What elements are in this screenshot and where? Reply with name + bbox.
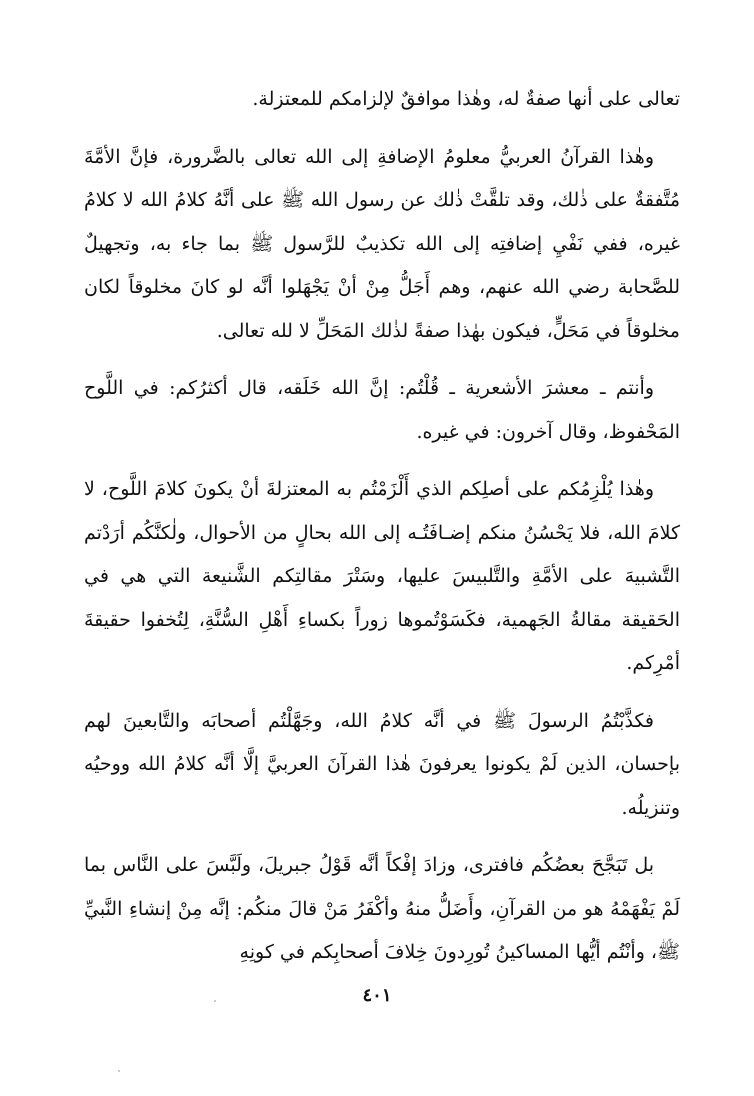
scan-speck — [214, 1000, 216, 1002]
paragraph-2: وهٰذا القرآنُ العربيُّ معلومُ الإضافةِ إلى الله تعالى بالضَّرورة، فإنَّ الأمَّةَ مُتَّفقةٌ على ذٰلك، وقد تلقَّتْ ذٰلك عن رسول الله ﷺ على أنَّهُ كلامُ الله لا كلامُ غيره، ففي نَفْيِ إضافتِه إلى الله تكذيبٌ للرَّسول ﷺ بما جاء به، وتجهيلٌ للصَّحابة رضي الله عنهم، وهم أَجَلُّ مِنْ أنْ يَجْهَلوا أنَّه لو كانَ مخلوقاً لكان مخلوقاً في مَحَلٍّ، فيكون بهٰذا صفةً لذٰلك المَحَلِّ لا لله تعالى. — [84, 145, 680, 342]
paragraph-6: بل تَبَجَّحَ بعضُكُم فافترى، وزادَ إفْكاً أنَّه قَوْلُ جبريلَ، ولَبَّسَ على النَّاس بما لَمْ يَفْهَمْهُ هو من القرآنِ، وأَضَلُّ منهُ وأكْفَرُ مَنْ قالَ منكُم: إنَّه مِنْ إنشاءِ النَّبيِّ ﷺ، وأنْتُم أيُّها المساكينُ تُورِدونَ خِلافَ أصحابِكم في كونِهِ — [84, 854, 680, 963]
scan-speck — [118, 1070, 120, 1072]
paragraph-1: تعالى على أنها صفةٌ له، وهٰذا موافقٌ لإلزامكم للمعتزلة. — [252, 88, 680, 110]
page-body — [84, 78, 680, 989]
paragraph-3: وأنتم ـ معشرَ الأشعرية ـ قُلْتُم: إنَّ الله خَلَقه، قال أكثرُكم: في اللَّوح المَحْفوظ، وقال آخرون: في غيره. — [84, 377, 680, 443]
paragraph-5: فكذَّبْتُمُ الرسولَ ﷺ في أنَّه كلامُ الله، وجَهَّلْتُم أصحابَه والتَّابعينَ لهم بإحسان، الذين لَمْ يكونوا يعرفونَ هٰذا القرآنَ العربيَّ إلَّا أنَّه كلامُ الله ووحيُه وتنزيلُه. — [84, 709, 680, 819]
paragraph-4: وهٰذا يُلْزِمُكم على أصلِكم الذي أَلْزَمْتُم به المعتزلةَ أنْ يكونَ كلامَ اللَّوح، لا كلامَ الله، فلا يَحْسُنُ منكم إضـافَتُـه إلى الله بحالٍ من الأحوال، ولٰكنَّكُم أرَدْتم التَّشبيهَ على الأمَّةِ والتَّلبيسَ عليها، وسَتْرَ مقالتِكم الشَّنيعة التي هي في الحَقيقة مقالةُ الجَهمية، فكَسَوْتُموها زوراً بكساءِ أَهْلِ السُّنَّةِ، لِتُخفوا حقيقةَ أمْرِكم. — [84, 478, 680, 674]
page-number: ٤٠١ — [362, 985, 392, 1006]
